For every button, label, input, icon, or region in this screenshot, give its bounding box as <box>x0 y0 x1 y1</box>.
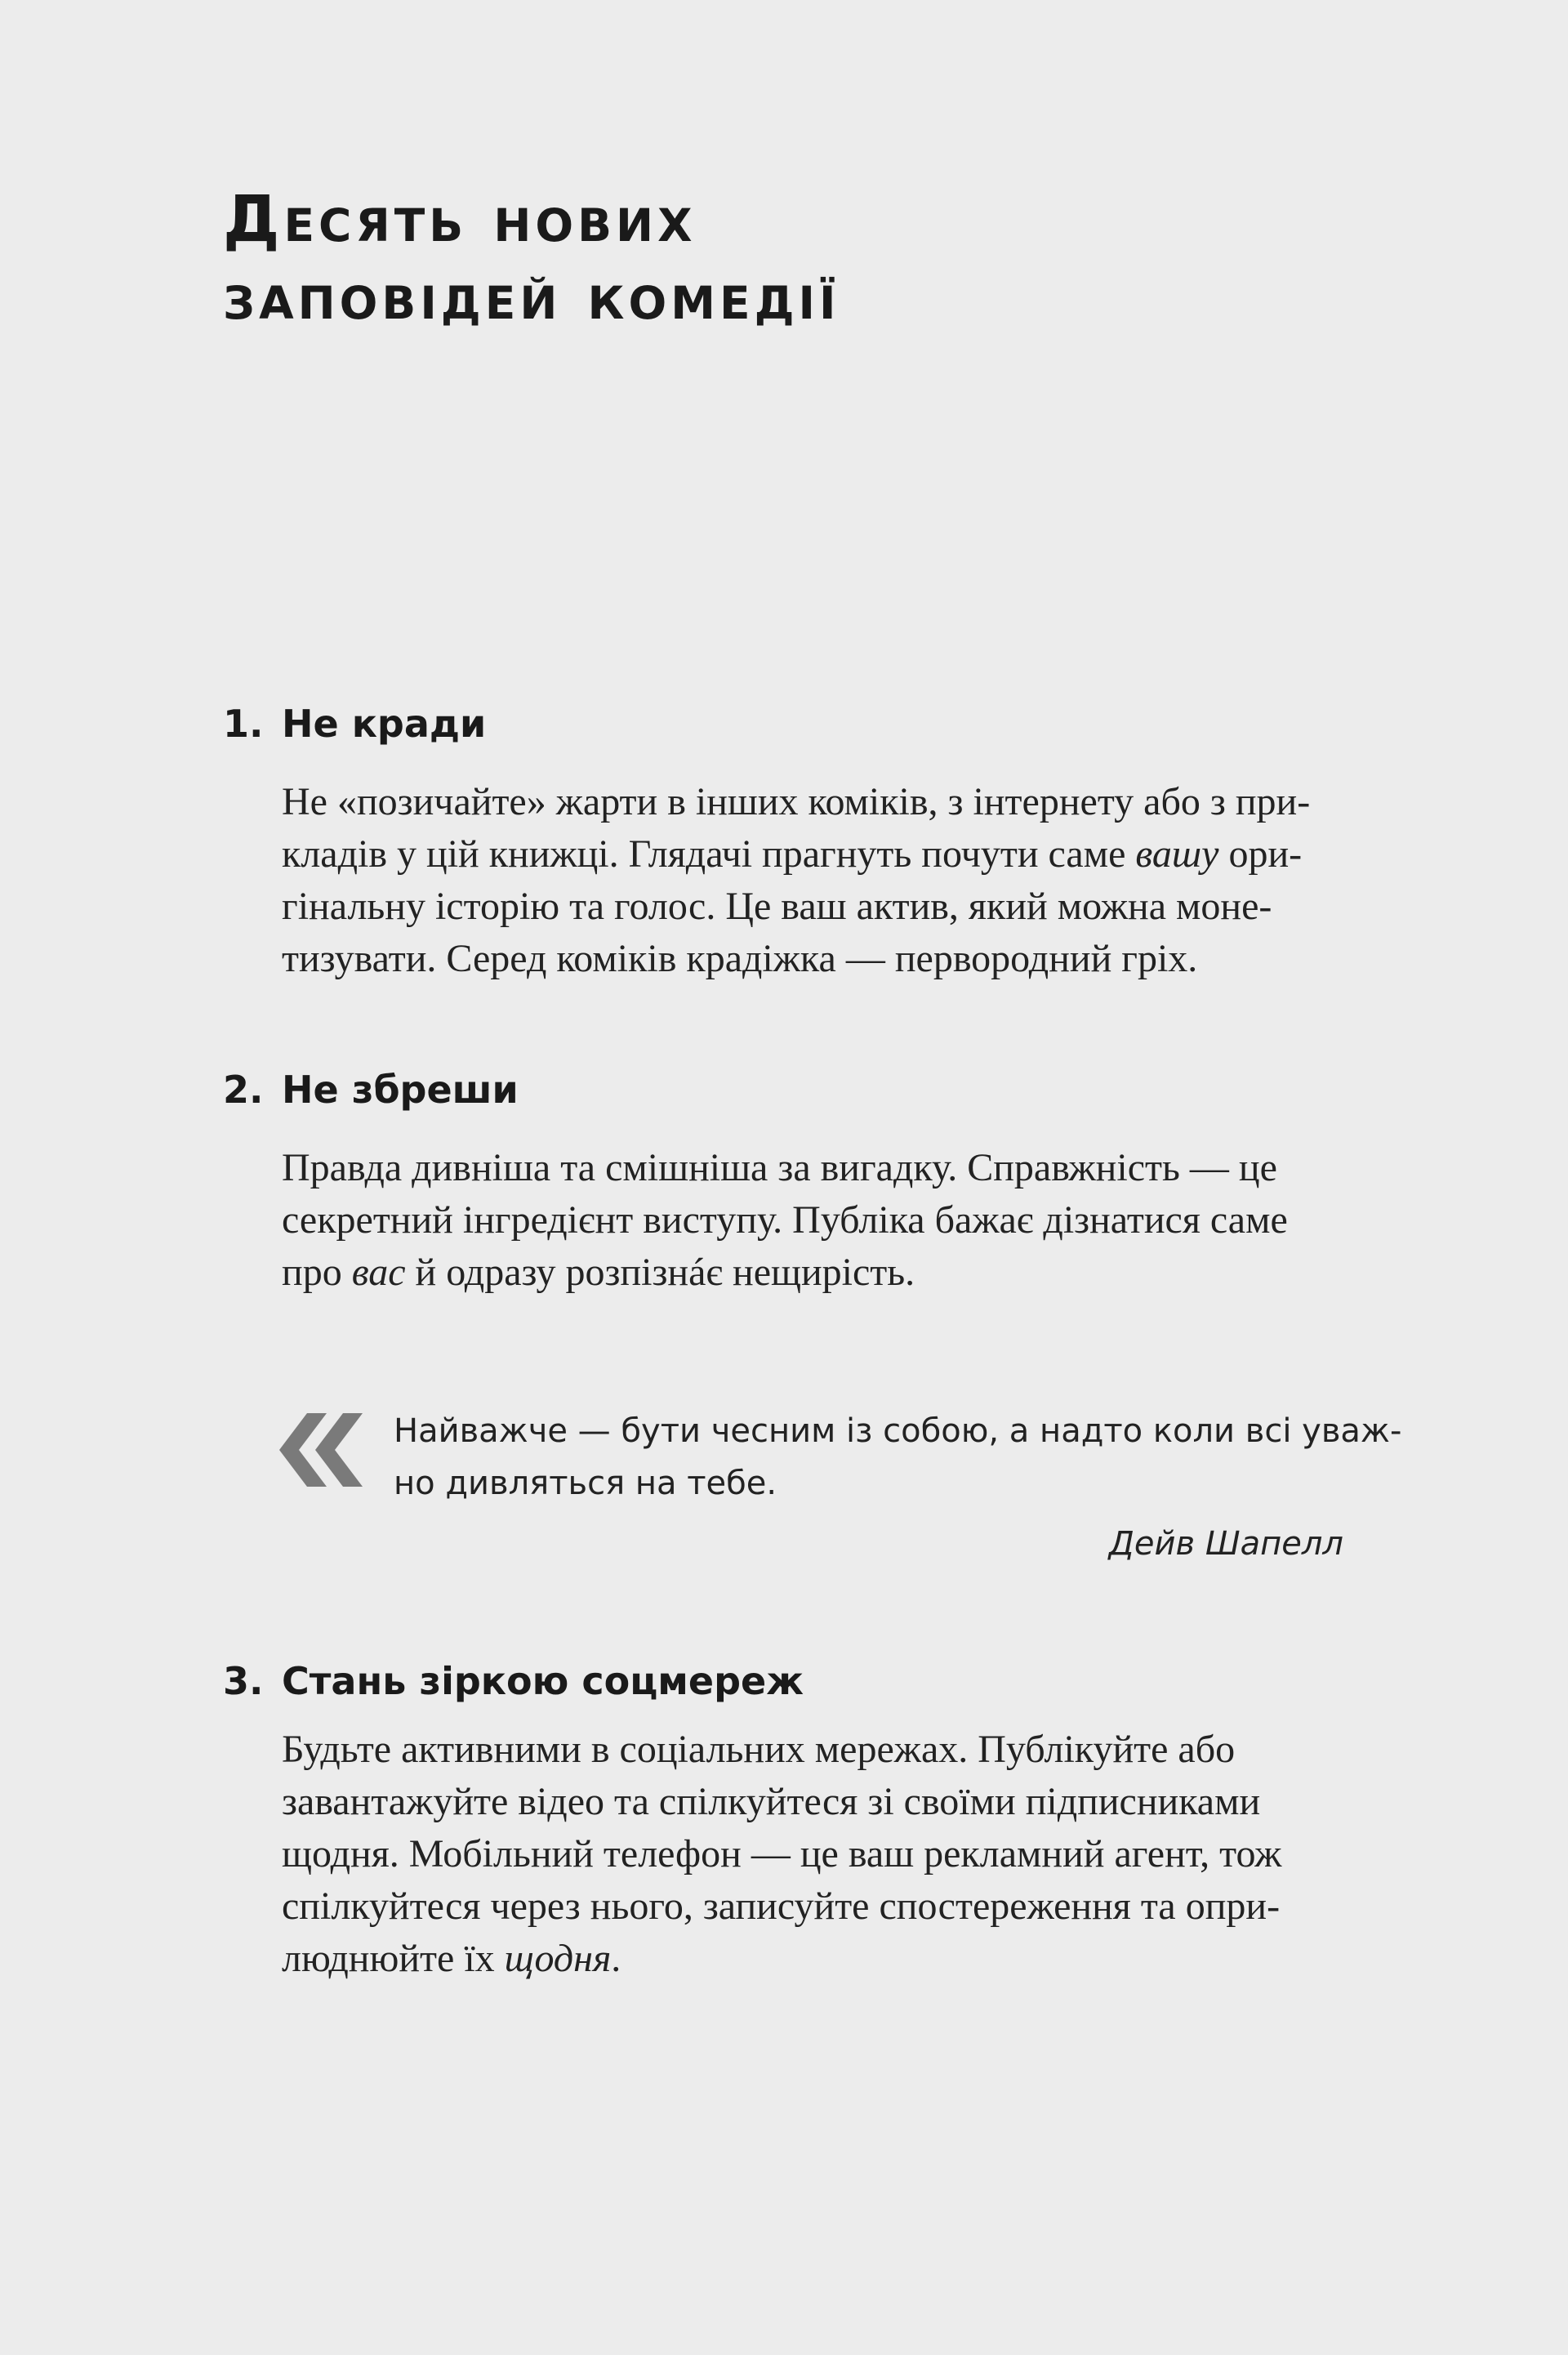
emphasis: щодня <box>504 1937 612 1980</box>
quote-mark-icon <box>278 1413 363 1487</box>
body-line: гінальну історію та голос. Це ваш актив, який можна моне- <box>282 885 1272 928</box>
body-line: Правда дивніша та смішніша за вигадку. Справжність — це <box>282 1146 1277 1189</box>
commandment-3 <box>223 1657 1415 1985</box>
body-line: про вас й одразу розпізнáє нещирість. <box>282 1251 915 1294</box>
section-heading <box>223 699 1415 748</box>
emphasis: вашу <box>1135 832 1219 876</box>
section-heading <box>223 1657 1415 1706</box>
body-line: Не «позичайте» жарти в інших коміків, з інтернету або з при- <box>282 780 1311 823</box>
section-title: Стань зіркою соцмереж <box>282 1659 804 1703</box>
page-title-line-1: Десять нових <box>223 183 697 256</box>
quote-text <box>394 1405 1402 1510</box>
commandment-1 <box>223 699 1415 985</box>
body-line: тизувати. Серед коміків крадіжка — первородний гріх. <box>282 937 1198 980</box>
section-number: 2. <box>223 1068 264 1112</box>
body-line: секретний інгредієнт виступу. Публіка бажає дізнатися саме <box>282 1198 1288 1242</box>
body-line: Будьте активними в соціальних мережах. Публікуйте або <box>282 1728 1236 1771</box>
body-line: спілкуйтеся через нього, записуйте спостереження та опри- <box>282 1884 1281 1928</box>
body-line: люднюйте їх щодня. <box>282 1937 621 1980</box>
body-line: завантажуйте відео та спілкуйтеся зі своїми підписниками <box>282 1780 1261 1823</box>
body-line: кладів у цій книжці. Глядачі прагнуть почути саме вашу ори- <box>282 832 1303 876</box>
section-number: 3. <box>223 1659 264 1703</box>
quote-author: Дейв Шапелл <box>1108 1525 1343 1563</box>
quote-line: но дивляться на тебе. <box>394 1465 777 1502</box>
page-title <box>223 181 840 337</box>
section-number: 1. <box>223 702 264 746</box>
section-body <box>282 776 1401 985</box>
section-title: Не кради <box>282 702 487 746</box>
quote-line: Найважче — бути чесним із собою, а надто коли всі уваж- <box>394 1412 1402 1450</box>
section-heading <box>223 1065 1415 1114</box>
page-title-line-2: заповідей комедії <box>223 261 840 334</box>
commandment-2 <box>223 1065 1415 1299</box>
section-title: Не збреши <box>282 1068 519 1112</box>
body-line: щодня. Мобільний телефон — це ваш рекламний агент, тож <box>282 1832 1282 1876</box>
emphasis: вас <box>351 1251 406 1294</box>
section-body <box>282 1142 1401 1299</box>
section-body <box>282 1724 1401 1985</box>
epigraph-quote <box>278 1405 1402 1567</box>
